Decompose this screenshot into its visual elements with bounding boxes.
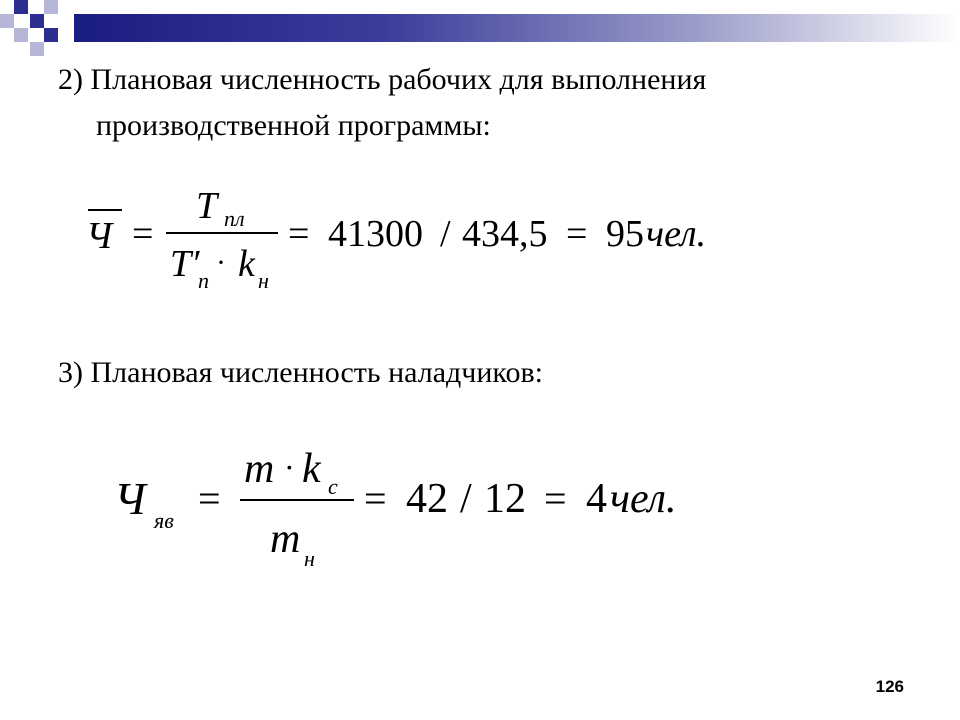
f2-rhs-result: 4 <box>586 476 607 522</box>
f1-rhs-eq2: = <box>566 213 588 255</box>
f2-num-dot: · <box>284 449 295 485</box>
item2-line2: производственной программы: <box>96 109 491 142</box>
f2-rhs-unit: чел. <box>610 476 677 522</box>
f1-den-sym1: T′ <box>170 243 200 285</box>
f2-equals: = <box>198 476 221 521</box>
f2-rhs-a: 42 <box>406 476 448 522</box>
f1-rhs-eq1: = <box>288 213 310 255</box>
f1-den-sym2: k <box>238 243 255 285</box>
f1-den-sub1: п <box>198 268 209 293</box>
f2-lhs: Ч <box>114 473 146 524</box>
f2-den-sub: н <box>304 546 315 571</box>
f1-rhs-b: 434,5 <box>462 213 548 255</box>
f2-num-sub2: с <box>328 474 338 499</box>
f1-den-dot: · <box>216 246 226 279</box>
item3-line1: 3) Плановая численность наладчиков: <box>58 356 543 389</box>
f2-rhs-eq1: = <box>364 476 387 521</box>
item2-line1: 2) Плановая численность рабочих для выполнения <box>58 63 707 96</box>
f1-equals: = <box>132 213 154 255</box>
f1-num-sym: T <box>196 185 218 227</box>
f2-den-sym: m <box>270 516 301 562</box>
f2-rhs-slash: / <box>460 476 472 522</box>
f2-rhs-eq2: = <box>544 476 567 521</box>
f1-rhs-unit: чел. <box>646 213 707 255</box>
f1-den-sub2: н <box>258 268 269 293</box>
f1-rhs-result: 95 <box>606 213 644 255</box>
f2-num-sym2: k <box>302 446 321 492</box>
f2-rhs-b: 12 <box>484 476 526 522</box>
f1-num-sub: пл <box>224 206 245 231</box>
page-number: 126 <box>875 677 904 696</box>
f1-rhs-slash: / <box>440 213 451 255</box>
f1-rhs-a: 41300 <box>328 213 423 255</box>
f2-num-sym1: m <box>244 446 275 492</box>
f1-lhs: Ч <box>86 215 113 257</box>
f2-lhs-sub: яв <box>154 508 174 533</box>
